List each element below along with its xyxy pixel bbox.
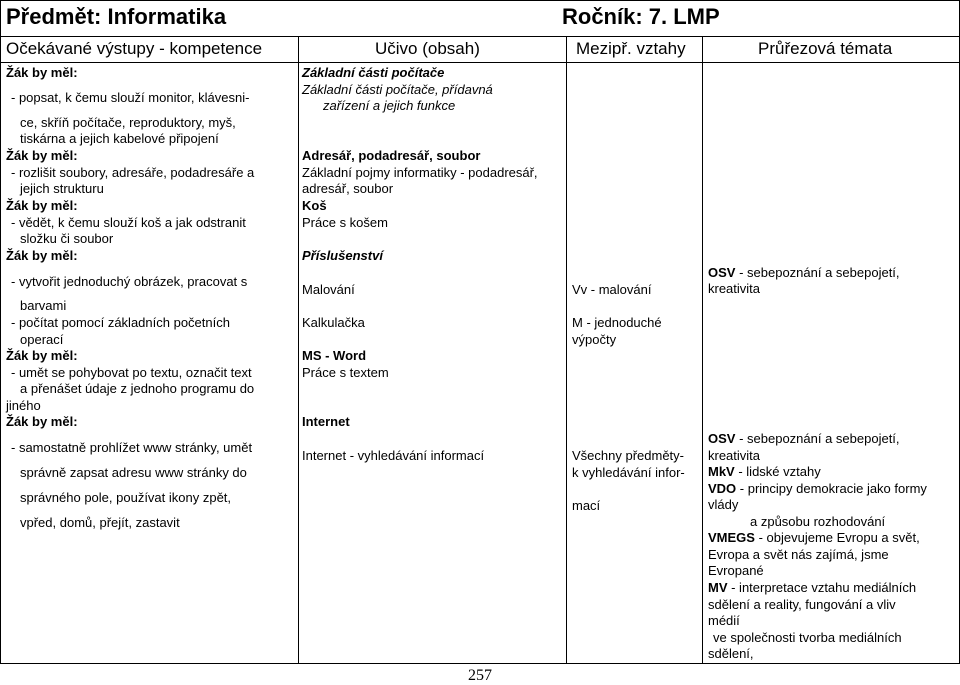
outcome-text: - umět se pohybovat po textu, označit text: [11, 365, 252, 380]
outcome-text: - počítat pomocí základních početních: [11, 315, 230, 330]
outcome-text: správně zapsat adresu www stránky do: [20, 465, 247, 480]
theme-text: - objevujeme Evropu a svět,: [754, 530, 920, 545]
outcome-text: jiného: [6, 398, 41, 413]
theme-text: kreativita: [708, 281, 761, 296]
theme-text: - sebepoznání a sebepojetí,: [735, 265, 900, 280]
theme-text: a způsobu rozhodování: [750, 514, 886, 529]
theme-code: VMEGS: [708, 530, 755, 545]
theme-code: MkV: [708, 464, 735, 479]
curriculum-heading: Internet: [302, 414, 350, 429]
link-text: M - jednoduché: [572, 315, 662, 330]
theme-text: - lidské vztahy: [734, 464, 821, 479]
curriculum-heading: Koš: [302, 198, 327, 213]
curriculum-text: adresář, soubor: [302, 181, 394, 196]
theme-text: ve společnosti tvorba mediálních: [713, 630, 902, 645]
outcome-pupil-label: Žák by měl:: [6, 414, 78, 429]
curriculum-text: Práce s textem: [302, 365, 389, 380]
header-themes: Průřezová témata: [758, 39, 893, 58]
curriculum-text: Základní části počítače, přídavná: [302, 82, 493, 97]
outcome-text: správného pole, používat ikony zpět,: [20, 490, 232, 505]
col-divider-3: [702, 36, 703, 664]
theme-code: VDO: [708, 481, 737, 496]
border-title-bottom: [0, 36, 960, 37]
outcome-text: - rozlišit soubory, adresáře, podadresáře a: [11, 165, 255, 180]
outcome-text: tiskárna a jejich kabelové připojení: [20, 131, 219, 146]
outcome-text: složku či soubor: [20, 231, 114, 246]
link-text: mací: [572, 498, 601, 513]
theme-entry: [708, 481, 927, 497]
page-number: 257: [468, 667, 492, 684]
theme-text: - interpretace vztahu mediálních: [727, 580, 917, 595]
outcome-text: operací: [20, 332, 64, 347]
outcome-text: - vytvořit jednoduchý obrázek, pracovat s: [11, 274, 248, 289]
outcome-pupil-label: Žák by měl:: [6, 248, 78, 263]
link-text: Vv - malování: [572, 282, 652, 297]
theme-text: sdělení,: [708, 646, 754, 661]
link-text: výpočty: [572, 332, 617, 347]
theme-entry: [708, 464, 821, 480]
outcome-text: barvami: [20, 298, 67, 313]
border-header-bottom: [0, 62, 960, 63]
theme-text: médií: [708, 613, 740, 628]
outcome-text: - popsat, k čemu slouží monitor, klávesni-: [11, 90, 250, 105]
grade-title: Ročník: 7. LMP: [562, 4, 720, 29]
theme-text: Evropané: [708, 563, 764, 578]
outcome-text: vpřed, domů, přejít, zastavit: [20, 515, 180, 530]
col-divider-1: [298, 36, 299, 664]
outcome-text: ce, skříň počítače, reproduktory, myš,: [20, 115, 236, 130]
outcome-text: jejich strukturu: [20, 181, 104, 196]
curriculum-heading: Adresář, podadresář, soubor: [302, 148, 481, 163]
curriculum-text: Kalkulačka: [302, 315, 365, 330]
theme-code: OSV: [708, 431, 736, 446]
curriculum-heading: MS - Word: [302, 348, 367, 363]
theme-text: - principy demokracie jako formy: [736, 481, 927, 496]
theme-code: MV: [708, 580, 728, 595]
curriculum-heading: Základní části počítače: [302, 65, 445, 80]
outcome-text: a přenášet údaje z jednoho programu do: [20, 381, 255, 396]
outcome-pupil-label: Žák by měl:: [6, 65, 78, 80]
theme-text: Evropa a svět nás zajímá, jsme: [708, 547, 889, 562]
header-curriculum: Učivo (obsah): [375, 39, 480, 58]
theme-text: - sebepoznání a sebepojetí,: [735, 431, 900, 446]
outcome-text: - vědět, k čemu slouží koš a jak odstranit: [11, 215, 246, 230]
theme-text: sdělení a reality, fungování a vliv: [708, 597, 896, 612]
curriculum-text: Malování: [302, 282, 355, 297]
theme-text: vlády: [708, 497, 739, 512]
curriculum-text: Internet - vyhledávání informací: [302, 448, 485, 463]
link-text: k vyhledávání infor-: [572, 465, 685, 480]
outcome-pupil-label: Žák by měl:: [6, 198, 78, 213]
border-left: [0, 0, 1, 664]
curriculum-text: Základní pojmy informatiky - podadresář,: [302, 165, 538, 180]
curriculum-text: Práce s košem: [302, 215, 388, 230]
border-top: [0, 0, 960, 1]
theme-entry: [708, 431, 900, 447]
theme-entry: [708, 580, 916, 596]
subject-title: Předmět: Informatika: [6, 4, 227, 29]
theme-code: OSV: [708, 265, 736, 280]
outcome-pupil-label: Žák by měl:: [6, 348, 78, 363]
theme-text: kreativita: [708, 448, 761, 463]
outcome-pupil-label: Žák by měl:: [6, 148, 78, 163]
link-text: Všechny předměty-: [572, 448, 684, 463]
theme-entry: [708, 265, 900, 281]
curriculum-text: zařízení a jejich funkce: [323, 98, 456, 113]
header-outcomes: Očekávané výstupy - kompetence: [6, 39, 263, 58]
col-divider-2: [566, 36, 567, 664]
outcome-text: - samostatně prohlížet www stránky, umět: [11, 440, 253, 455]
curriculum-heading: Příslušenství: [302, 248, 383, 263]
theme-entry: [708, 530, 920, 546]
border-bottom: [0, 663, 960, 664]
header-links: Mezipř. vztahy: [576, 39, 686, 58]
